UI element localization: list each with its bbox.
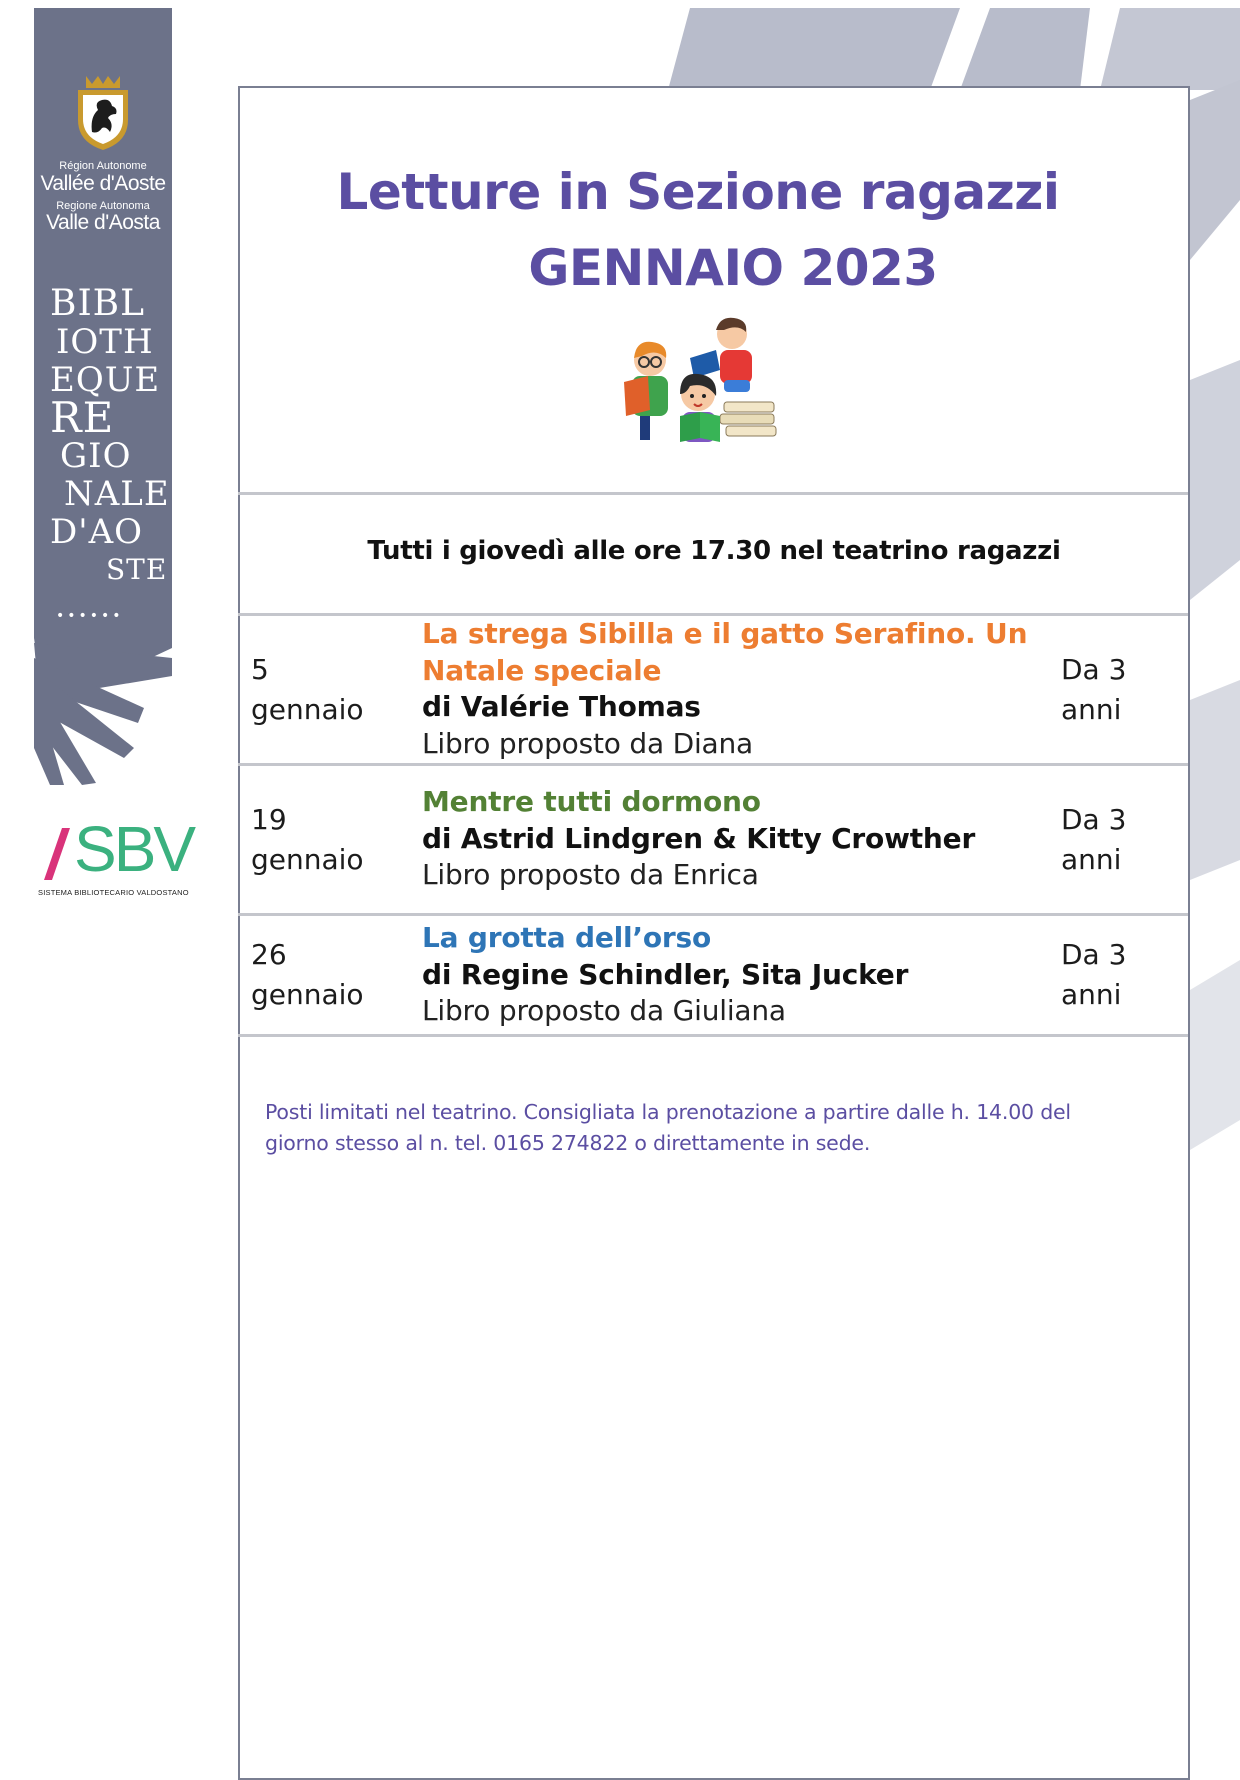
event-age-line: anni — [1061, 693, 1122, 726]
event-age-line: Da 3 — [1061, 938, 1127, 971]
event-book-author: di Regine Schindler, Sita Jucker — [422, 957, 909, 991]
event-date-day: 26 — [251, 938, 287, 971]
event-book — [422, 920, 1062, 1030]
sbv-logo-text: SBV — [74, 813, 194, 885]
event-age — [1061, 650, 1126, 730]
event-book-proposer: Libro proposto da Diana — [422, 726, 754, 760]
banner-dots: •••••• — [56, 608, 124, 624]
library-name-line: GIO — [60, 436, 132, 476]
event-date-month: gennaio — [251, 978, 364, 1011]
event-book-title: La grotta dell’orso — [422, 921, 711, 954]
schedule-intro: Tutti i giovedì alle ore 17.30 nel teatrino ragazzi — [367, 536, 1061, 566]
event-date — [251, 935, 364, 1015]
event-book — [422, 616, 1062, 762]
event-book-author: di Astrid Lindgren & Kitty Crowther — [422, 821, 976, 855]
sbv-caption: SISTEMA BIBLIOTECARIO VALDOSTANO — [38, 888, 189, 897]
event-age — [1061, 800, 1126, 880]
sbv-logo-slash-icon — [40, 826, 76, 882]
library-name-line: NALE — [64, 474, 170, 514]
page-title — [238, 154, 1190, 306]
region-it-small: Regione Autonoma — [56, 200, 150, 212]
event-date-month: gennaio — [251, 843, 364, 876]
library-name-line: IOTH — [56, 322, 154, 362]
library-name-line: STE — [106, 553, 168, 586]
event-book-proposer: Libro proposto da Enrica — [422, 858, 759, 891]
event-date — [251, 800, 364, 880]
library-name-line: RE — [50, 393, 115, 442]
title-line-2: GENNAIO 2023 — [528, 239, 938, 297]
event-book-title: La strega Sibilla e il gatto Serafino. Un Natale speciale — [422, 617, 1028, 687]
title-line-1: Letture in Sezione ragazzi — [336, 163, 1060, 221]
event-book — [422, 784, 1062, 894]
region-it-name: Valle d'Aosta — [46, 211, 160, 234]
event-book-proposer: Libro proposto da Giuliana — [422, 994, 786, 1027]
event-date-month: gennaio — [251, 693, 364, 726]
library-name-line: BIBL — [50, 283, 146, 324]
region-fr-small: Région Autonome — [59, 160, 147, 172]
library-name-line: D'AO — [50, 512, 144, 552]
event-date — [251, 650, 364, 730]
divider — [238, 763, 1188, 766]
event-book-author: di Valérie Thomas — [422, 690, 701, 723]
region-fr-name: Vallée d'Aoste — [40, 172, 166, 195]
event-age-line: Da 3 — [1061, 653, 1127, 686]
event-book-title: Mentre tutti dormono — [422, 785, 761, 818]
children-reading-books-icon — [620, 316, 780, 452]
booking-note-line: Posti limitati nel teatrino. Consigliata la prenotazione a partire dalle h. 14.00 del — [265, 1100, 1071, 1124]
library-name-line: EQUE — [50, 360, 161, 400]
event-age-line: anni — [1061, 843, 1122, 876]
event-date-day: 5 — [251, 653, 269, 686]
booking-note — [265, 1097, 1125, 1158]
booking-note-line: giorno stesso al n. tel. 0165 274822 o direttamente in sede. — [265, 1130, 871, 1155]
coat-of-arms-icon — [72, 72, 134, 152]
event-age-line: anni — [1061, 978, 1122, 1011]
divider — [238, 913, 1188, 916]
event-age-line: Da 3 — [1061, 803, 1127, 836]
event-date-day: 19 — [251, 803, 287, 836]
divider — [238, 492, 1188, 495]
divider — [238, 1034, 1188, 1037]
event-age — [1061, 935, 1126, 1015]
library-name — [50, 285, 170, 589]
